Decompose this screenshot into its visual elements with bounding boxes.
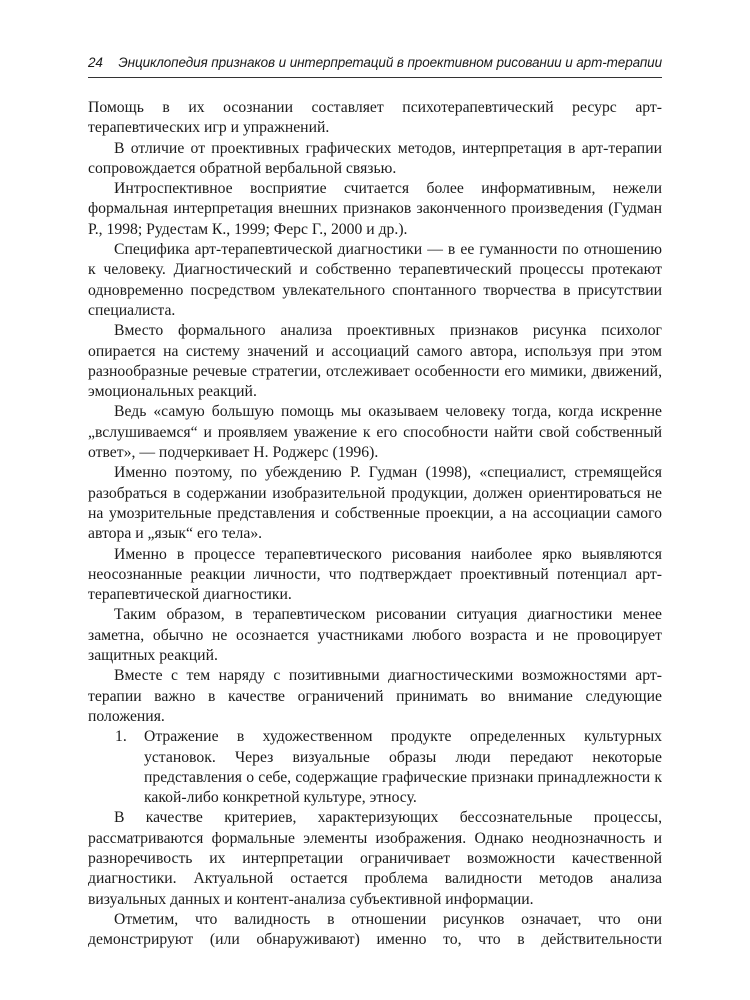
paragraph: Отметим, что валидность в отношении рисунков означает, что они демонстрируют (или обнаруживают) именно то, что в действительности bbox=[88, 910, 662, 949]
paragraph: Таким образом, в терапевтическом рисовании ситуация диагностики менее заметна, обычно не осознается участниками любого возраста и не провоцирует защитных реакций. bbox=[88, 606, 662, 665]
page-number: 24 bbox=[88, 55, 103, 70]
paragraph: В отличие от проективных графических методов, интерпретация в арт-терапии сопровождается обратной вербальной связью. bbox=[88, 139, 662, 177]
header-rule bbox=[88, 77, 662, 78]
paragraph: Ведь «самую большую помощь мы оказываем человеку тогда, когда искренне „вслушиваемся“ и проявляем уважение к его способности найти свой собственный ответ», — подчеркивает Н. Роджерс (1996). bbox=[88, 403, 662, 462]
running-head bbox=[88, 55, 662, 70]
list-text: Отражение в художественном продукте определенных культурных установок. Через визуальные образы люди передают некоторые представления о себе, содержащие графические признаки принадлежности к какой-либо конкретной культуре, этносу. bbox=[144, 728, 662, 807]
paragraph: Именно в процессе терапевтического рисования наиболее ярко выявляются неосознанные реакции личности, что подтверждает проективный потенциал арт-терапевтической диагностики. bbox=[88, 545, 662, 604]
paragraph: Вместе с тем наряду с позитивными диагностическими возможностями арт-терапии важно в качестве ограничений принимать во внимание следующие положения. bbox=[88, 667, 662, 725]
paragraph: В качестве критериев, характеризующих бессознательные процессы, рассматриваются формальные элементы изображения. Однако неоднозначность и разноречивость их интерпретации ограничивает возможности качественной диагностики. Актуальной остается проблема валидности методов анализа визуальных данных и контент-анализа субъективной информации. bbox=[88, 809, 662, 908]
paragraph: Именно поэтому, по убеждению Р. Гудман (1998), «специалист, стремящейся разобраться в содержании изобразительной продукции, должен ориентироваться не на умозрительные представления и собственные проекции, а на ассоциации самого автора и „язык“ его тела». bbox=[88, 464, 662, 543]
body-text bbox=[88, 98, 662, 950]
running-title: Энциклопедия признаков и интерпретаций в проективном рисовании и арт-терапии bbox=[118, 55, 662, 70]
paragraph: Специфика арт-терапевтической диагностики — в ее гуманности по отношению к человеку. Диагностический и собственно терапевтический процессы протекают одновременно посредством увлекательного спонтанного творчества в присутствии специалиста. bbox=[88, 241, 662, 319]
paragraph: Вместо формального анализа проективных признаков рисунка психолог опирается на систему значений и ассоциаций самого автора, используя при этом разнообразные речевые стратегии, отслеживает особенности его мимики, движений, эмоциональных реакций. bbox=[88, 322, 662, 401]
paragraph: Интроспективное восприятие считается более информативным, нежели формальная интерпретация внешних признаков законченного произведения (Гудман Р., 1998; Рудестам К., 1999; Ферс Г., 2000 и др.). bbox=[88, 180, 662, 238]
paragraph: Помощь в их осознании составляет психотерапевтический ресурс арт-терапевтических игр и упражнений. bbox=[88, 99, 662, 137]
list-number: 1. bbox=[115, 728, 127, 746]
list-item bbox=[88, 727, 662, 808]
